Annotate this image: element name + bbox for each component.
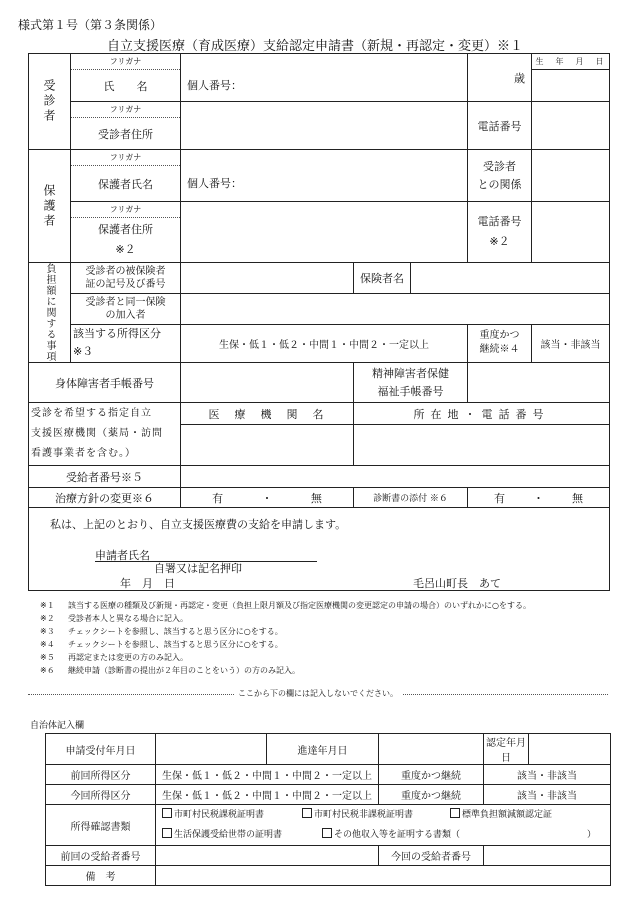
mental-disability-label: 精神障害者保健 福祉手帳番号 xyxy=(354,363,468,403)
guardian-furigana-field[interactable] xyxy=(181,150,468,166)
certificate-attach-no[interactable]: 無 xyxy=(572,491,583,505)
signature-note: 自署又は記名押印 xyxy=(154,562,242,575)
curr-income-label: 今回所得区分 xyxy=(46,785,156,805)
application-date[interactable]: 年 月 日 xyxy=(120,577,175,590)
guardian-phone-field[interactable] xyxy=(532,202,610,263)
guardian-address-field[interactable] xyxy=(181,202,468,263)
address-phone-label: 所在地・電話番号 xyxy=(354,403,610,425)
recipient-number-label: 受給者番号※５ xyxy=(29,466,181,488)
insurer-name-field[interactable] xyxy=(411,263,610,294)
prev-severe-options[interactable]: 該当・非該当 xyxy=(484,765,611,785)
curr-severe-options[interactable]: 該当・非該当 xyxy=(484,785,611,805)
physical-disability-label: 身体障害者手帳番号 xyxy=(29,363,181,403)
patient-furigana-label: フリガナ xyxy=(71,54,181,70)
burden-section-label: 負担額に関する事項 xyxy=(29,263,71,363)
progress-date-label: 進達年月日 xyxy=(267,734,379,765)
recipient-number-field[interactable] xyxy=(181,466,610,488)
institution-name-field[interactable] xyxy=(181,425,354,466)
guardian-relation-label: 受診者 との関係 xyxy=(468,150,532,202)
treatment-change-label: 治療方針の変更※６ xyxy=(29,488,181,508)
doc-welfare-checkbox[interactable]: 生活保護受給世帯の証明書 xyxy=(162,825,322,845)
mental-disability-field[interactable] xyxy=(468,363,610,403)
curr-recipient-field[interactable] xyxy=(484,846,611,866)
severe-continuous-options[interactable]: 該当・非該当 xyxy=(532,324,610,362)
prev-income-label: 前回所得区分 xyxy=(46,765,156,785)
physical-disability-field[interactable] xyxy=(181,363,354,403)
institution-name-label: 医 療 機 関 名 xyxy=(181,403,354,425)
certificate-attach-separator: ・ xyxy=(533,491,544,505)
guardian-section-label: 保護者 xyxy=(29,150,71,263)
guardian-relation-field[interactable] xyxy=(532,150,610,202)
certificate-attach-yes[interactable]: 有 xyxy=(494,491,505,505)
insurer-name-label: 保険者名 xyxy=(354,263,411,294)
declaration-text: 私は、上記のとおり、自立支援医療費の支給を申請します。 xyxy=(50,518,347,531)
addressee: 毛呂山町長 あて xyxy=(413,577,501,590)
certificate-attach-options[interactable] xyxy=(468,488,610,508)
form-number: 様式第１号（第３条関係） xyxy=(18,18,163,32)
guardian-id-label: 個人番号： xyxy=(187,177,242,191)
insured-symbol-field[interactable] xyxy=(181,263,354,294)
patient-phone-field[interactable] xyxy=(532,102,610,150)
guardian-address-furigana-label: フリガナ xyxy=(71,202,181,218)
separator-text: ここから下の欄には記入しないでください。 xyxy=(28,688,608,699)
patient-id-label: 個人番号： xyxy=(187,79,242,93)
income-class-options[interactable]: 生保・低１・低２・中間１・中間２・一定以上 xyxy=(181,324,468,362)
desired-institution-label: 受診を希望する指定自立 支援医療機関（薬局・訪問 看護事業者を含む。） xyxy=(29,403,181,466)
note-item: ※５ 再認定または変更の方のみ記入。 xyxy=(40,653,188,662)
doc-other-close: ） xyxy=(586,830,596,840)
guardian-name-field[interactable] xyxy=(181,166,468,202)
patient-name-label: 氏 名 xyxy=(71,70,181,102)
prev-recipient-field[interactable] xyxy=(156,846,379,866)
patient-furigana-field[interactable] xyxy=(181,54,468,70)
page-title: 自立支援医療（育成医療）支給認定申請書（新規・再認定・変更）※１ xyxy=(106,39,523,54)
doc-tax-checkbox[interactable]: 市町村民税課税証明書 xyxy=(162,805,302,825)
approval-date-field[interactable] xyxy=(529,734,611,765)
patient-age-label: 歳 xyxy=(468,54,532,102)
prev-income-options[interactable]: 生保・低１・低２・中間１・中間２・一定以上 xyxy=(156,765,379,785)
income-docs-options xyxy=(156,805,611,846)
note-item: ※２ 受診者本人と異なる場合に記入。 xyxy=(40,614,188,623)
note-item: ※３ チェックシートを参照し、該当すると思う区分に○をする。 xyxy=(40,627,283,636)
curr-severe-label: 重度かつ継続 xyxy=(379,785,484,805)
received-date-label: 申請受付年月日 xyxy=(46,734,156,765)
patient-section-label: 受診者 xyxy=(29,54,71,150)
patient-address-furigana-label: フリガナ xyxy=(71,102,181,118)
guardian-name-label: 保護者氏名 xyxy=(71,166,181,202)
patient-birth-field[interactable] xyxy=(532,70,610,102)
guardian-address-label: 保護者住所 ※２ xyxy=(71,218,181,263)
insured-symbol-label: 受診者の被保険者 証の記号及び番号 xyxy=(71,263,181,294)
prev-recipient-label: 前回の受給者番号 xyxy=(46,846,156,866)
same-insurance-field[interactable] xyxy=(181,293,610,324)
note-item: ※１ 該当する医療の種類及び新規・再認定・変更（負担上限月額及び指定医療機関の変更認定の申請の場合）のいずれかに○をする。 xyxy=(40,601,531,610)
patient-address-field[interactable] xyxy=(181,102,468,150)
patient-name-field[interactable] xyxy=(181,70,468,102)
doc-other-checkbox[interactable]: その他収入等を証明する書類（ xyxy=(322,825,587,845)
approval-date-label: 認定年月日 xyxy=(484,734,529,765)
prev-severe-label: 重度かつ継続 xyxy=(379,765,484,785)
address-phone-field[interactable] xyxy=(354,425,610,466)
curr-recipient-label: 今回の受給者番号 xyxy=(379,846,484,866)
local-table xyxy=(45,733,611,886)
remarks-label: 備 考 xyxy=(46,866,156,886)
treatment-change-options[interactable] xyxy=(181,488,354,508)
same-insurance-label: 受診者と同一保険 の加入者 xyxy=(71,293,181,324)
patient-phone-label: 電話番号 xyxy=(468,102,532,150)
notes-list xyxy=(40,599,620,677)
received-date-field[interactable] xyxy=(156,734,267,765)
guardian-phone-label: 電話番号 ※２ xyxy=(468,202,532,263)
certificate-attach-label: 診断書の添付 ※６ xyxy=(354,488,468,508)
doc-reduction-checkbox[interactable]: 標準負担額減額認定証 xyxy=(450,805,552,825)
treatment-change-yes[interactable]: 有 xyxy=(212,491,224,505)
income-docs-label: 所得確認書類 xyxy=(46,805,156,846)
curr-income-options[interactable]: 生保・低１・低２・中間１・中間２・一定以上 xyxy=(156,785,379,805)
local-section-label: 自治体記入欄 xyxy=(30,721,85,731)
treatment-change-separator: ・ xyxy=(261,491,273,505)
treatment-change-no[interactable]: 無 xyxy=(310,491,322,505)
patient-birth-label: 生 年 月 日 xyxy=(532,54,610,70)
application-table xyxy=(28,53,610,591)
patient-address-label: 受診者住所 xyxy=(71,118,181,150)
doc-nontax-checkbox[interactable]: 市町村民税非課税証明書 xyxy=(302,805,450,825)
severe-continuous-label: 重度かつ 継続※４ xyxy=(468,324,532,362)
progress-date-field[interactable] xyxy=(379,734,484,765)
note-item: ※４ チェックシートを参照し、該当すると思う区分に○をする。 xyxy=(40,640,283,649)
income-class-label: 該当する所得区分 ※３ xyxy=(71,324,181,362)
remarks-field[interactable] xyxy=(156,866,611,886)
note-item: ※６ 継続申請（診断書の提出が２年目のことをいう）の方のみ記入。 xyxy=(40,666,300,675)
applicant-name-label: 申請者氏名 xyxy=(95,549,150,562)
guardian-furigana-label: フリガナ xyxy=(71,150,181,166)
